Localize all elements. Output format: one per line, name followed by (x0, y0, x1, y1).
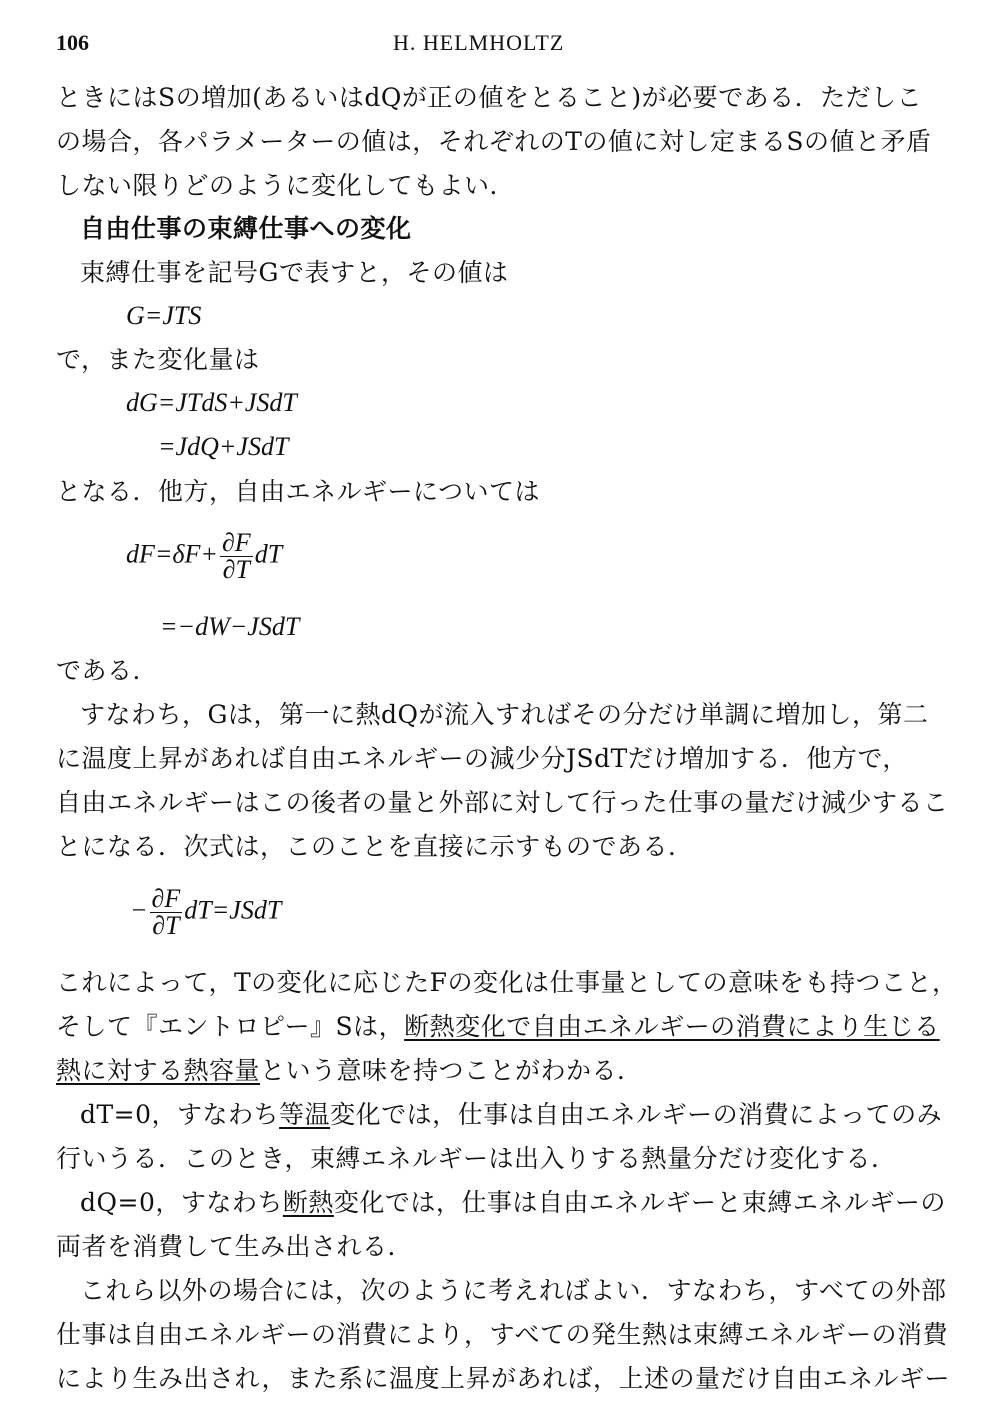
paragraph-4-line-1 (80, 1100, 960, 1130)
intro-line: 束縛仕事を記号Gで表すと，その値は (80, 258, 509, 287)
fraction-2-denominator: ∂T (152, 911, 180, 940)
paragraph-3-line-1: これによって，Tの変化に応じたFの変化は仕事量としての意味をも持つこと， (56, 968, 958, 997)
p3-line2-plain: そして『エントロピー』Sは， (56, 1012, 405, 1041)
p4-underlined: 等温 (279, 1100, 331, 1129)
equation-2-rhs: dT=JSdT (184, 895, 282, 925)
p5-underlined: 断熱 (282, 1188, 334, 1217)
page-number: 106 (56, 30, 89, 55)
p5-b: 変化では，仕事は自由エネルギーと束縛エネルギーの (333, 1188, 946, 1217)
paragraph-2-line-1: すなわち，Gは，第一に熱dQが流入すればその分だけ単調に増加し，第二 (80, 700, 929, 729)
paragraph-5-line-2: 両者を消費して生み出される． (56, 1232, 414, 1261)
partial-fraction (220, 530, 253, 583)
equation-df-rhs: dT (254, 539, 283, 569)
equation-df-1 (126, 530, 282, 583)
equation-df-lhs: dF=δF+ (126, 539, 218, 569)
paragraph-2-line-4: とになる．次式は，このことを直接に示すものである． (56, 832, 694, 861)
minus-sign: − (130, 895, 148, 925)
p5-a: dQ=0，すなわち (80, 1188, 283, 1217)
paragraph-1-line-1: ときにはSの増加(あるいはdQが正の値をとること)が必要である．ただしこ (56, 83, 923, 112)
paragraph-6-line-1: これら以外の場合には，次のように考えればよい．すなわち，すべての外部 (80, 1276, 947, 1305)
equation-df-2: =−dW−JSdT (160, 612, 300, 641)
section-heading: 自由仕事の束縛仕事への変化 (80, 214, 412, 243)
paragraph-1-line-2: の場合，各パラメーターの値は，それぞれのTの値に対し定まるSの値と矛盾 (56, 127, 932, 156)
paragraph-2-line-3: 自由エネルギーはこの後者の量と外部に対して行った仕事の量だけ減少するこ (56, 788, 949, 817)
line-de: で，また変化量は (56, 345, 260, 374)
p4-a: dT=0，すなわち (80, 1100, 280, 1129)
fraction-denominator: ∂T (222, 555, 250, 584)
equation-dg-1: dG=JTdS+JSdT (126, 388, 297, 417)
paragraph-4-line-2: 行いうる．このとき，束縛エネルギーは出入りする熱量分だけ変化する． (56, 1144, 897, 1173)
p3-line2-underlined: 断熱変化で自由エネルギーの消費により生じる (404, 1012, 940, 1041)
p3-line3-plain: という意味を持つことがわかる． (260, 1056, 643, 1085)
line-tonaru: となる．他方，自由エネルギーについては (56, 477, 541, 506)
equation-minus-partial (130, 886, 281, 939)
p4-b: 変化では，仕事は自由エネルギーの消費によってのみ (330, 1100, 943, 1129)
equation-dg-2: =JdQ+JSdT (158, 432, 289, 461)
paragraph-6-line-2: 仕事は自由エネルギーの消費により，すべての発生熱は束縛エネルギーの消費 (56, 1320, 949, 1349)
p3-line3-underlined: 熱に対する熱容量 (56, 1056, 261, 1085)
paragraph-3-line-3 (56, 1056, 936, 1086)
fraction-numerator: ∂F (221, 528, 251, 557)
paragraph-5-line-1 (80, 1188, 960, 1218)
running-title: H. HELMHOLTZ (393, 30, 565, 55)
line-dearu: である． (56, 656, 159, 685)
paragraph-1-line-3: しない限りどのように変化してもよい． (56, 171, 516, 200)
paragraph-6-line-3: により生み出され，また系に温度上昇があれば，上述の量だけ自由エネルギー (56, 1364, 951, 1393)
paragraph-2-line-2: に温度上昇があれば自由エネルギーの減少分JSdTだけ増加する．他方で， (56, 744, 908, 773)
fraction-2-numerator: ∂F (151, 884, 181, 913)
paragraph-3-line-2 (56, 1012, 940, 1042)
partial-fraction-2 (150, 886, 183, 939)
equation-g: G=JTS (126, 301, 202, 330)
